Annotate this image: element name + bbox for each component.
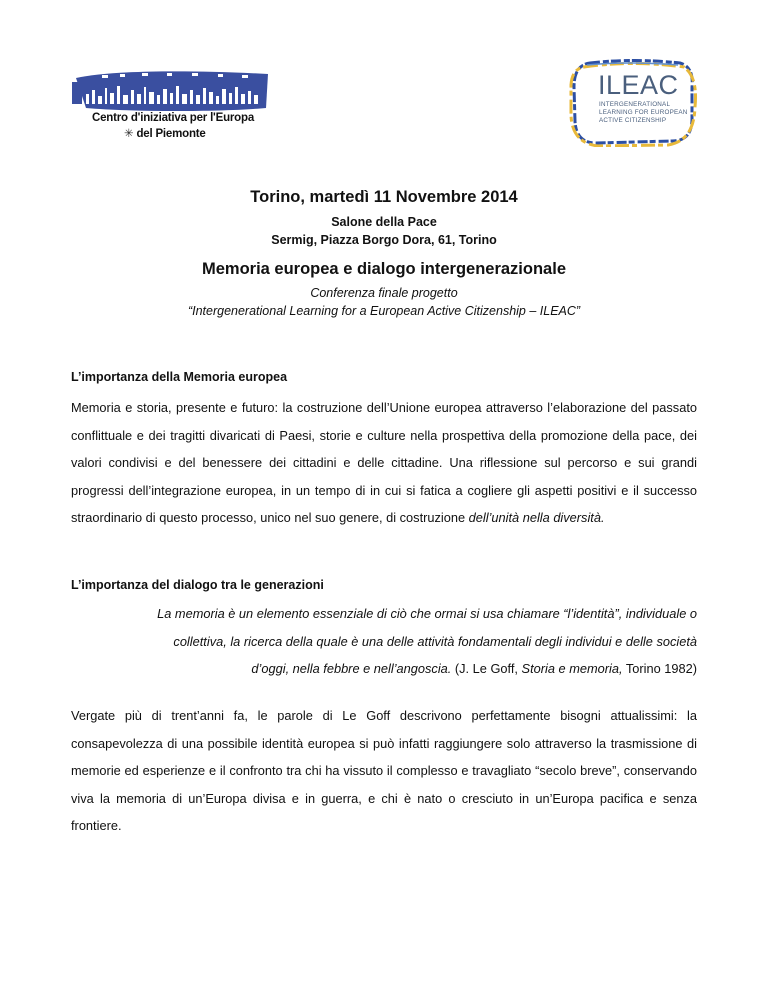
citation-italic: Storia e memoria, [521, 661, 623, 677]
quote-line2: collettiva, la ricerca della quale è una delle attività fondamentali degli individui e delle società [173, 633, 697, 649]
org-name-line1: Centro d'iniziativa per l'Europa [92, 112, 255, 124]
centro-iniziativa-logo [72, 68, 272, 150]
event-subtitle1: Conferenza finale progetto [310, 286, 458, 300]
event-subtitle2: “Intergenerational Learning for a European Active Citizenship – ILEAC” [187, 304, 581, 318]
ileac-sub-line1: INTERGENERATIONAL [599, 101, 671, 108]
quote-line3 [94, 655, 697, 683]
quote-line1: La memoria è un elemento essenziale di ciò che ormai si usa chiamare “l’identità”, individuale o [157, 606, 697, 621]
ileac-logo [568, 57, 698, 147]
event-date: Torino, martedì 11 Novembre 2014 [250, 188, 518, 206]
event-title: Memoria europea e dialogo intergenerazionale [201, 260, 566, 278]
event-address: Sermig, Piazza Borgo Dora, 61, Torino [271, 233, 497, 247]
event-venue: Salone della Pace [331, 215, 437, 229]
ileac-subtitle [599, 101, 688, 125]
org-name-line2-text: del Piemonte [136, 128, 206, 140]
citation-post: Torino 1982) [622, 661, 697, 677]
org-name-line2 [124, 126, 206, 140]
europe-skyline-graphic [72, 68, 272, 116]
ileac-title: ILEAC [598, 70, 679, 100]
star-icon: ✳ [124, 128, 134, 140]
section2-heading: L’importanza del dialogo tra le generazioni [71, 578, 324, 592]
section1-paragraph [71, 394, 697, 532]
section1-text-italic: dell’unità nella diversità. [468, 510, 605, 526]
citation-pre: (J. Le Goff, [451, 661, 522, 677]
le-goff-quote [94, 600, 697, 683]
ileac-sub-line3: ACTIVE CITIZENSHIP [599, 117, 667, 124]
quote-line3-text: d’oggi, nella febbre e nell’angoscia. [251, 661, 452, 677]
section1-heading: L’importanza della Memoria europea [71, 370, 288, 384]
section1-text: Memoria e storia, presente e futuro: la costruzione dell’Unione europea attraverso l’elaborazione del passato conflittuale e dei tragitti divaricati di Paesi, storie e culture nella prospettiva della promozione della pace, dei valori condivisi e del benessere dei cittadini e delle cittadine. Una riflessione sul percorso e sui grandi progressi dell’integrazione europea, in un tempo di in cui si fatica a cogliere gli aspetti positivi e il successo straordinario di questo processo, unico nel suo genere, di costruzione [71, 400, 697, 526]
ileac-sub-line2: LEARNING FOR EUROPEAN [599, 109, 688, 116]
section2-paragraph: Vergate più di trent’anni fa, le parole di Le Goff descrivono perfettamente bisogni attualissimi: la consapevolezza di una possibile identità europea si può infatti raggiungere solo attraverso la trasmissione di memorie ed esperienze e il confronto tra chi ha vissuto il complesso e travagliato “secolo breve”, conservando viva la memoria di un’Europa divisa e in guerra, e chi è nato o cresciuto in un’Europa pacifica e senza frontiere. [71, 708, 697, 834]
